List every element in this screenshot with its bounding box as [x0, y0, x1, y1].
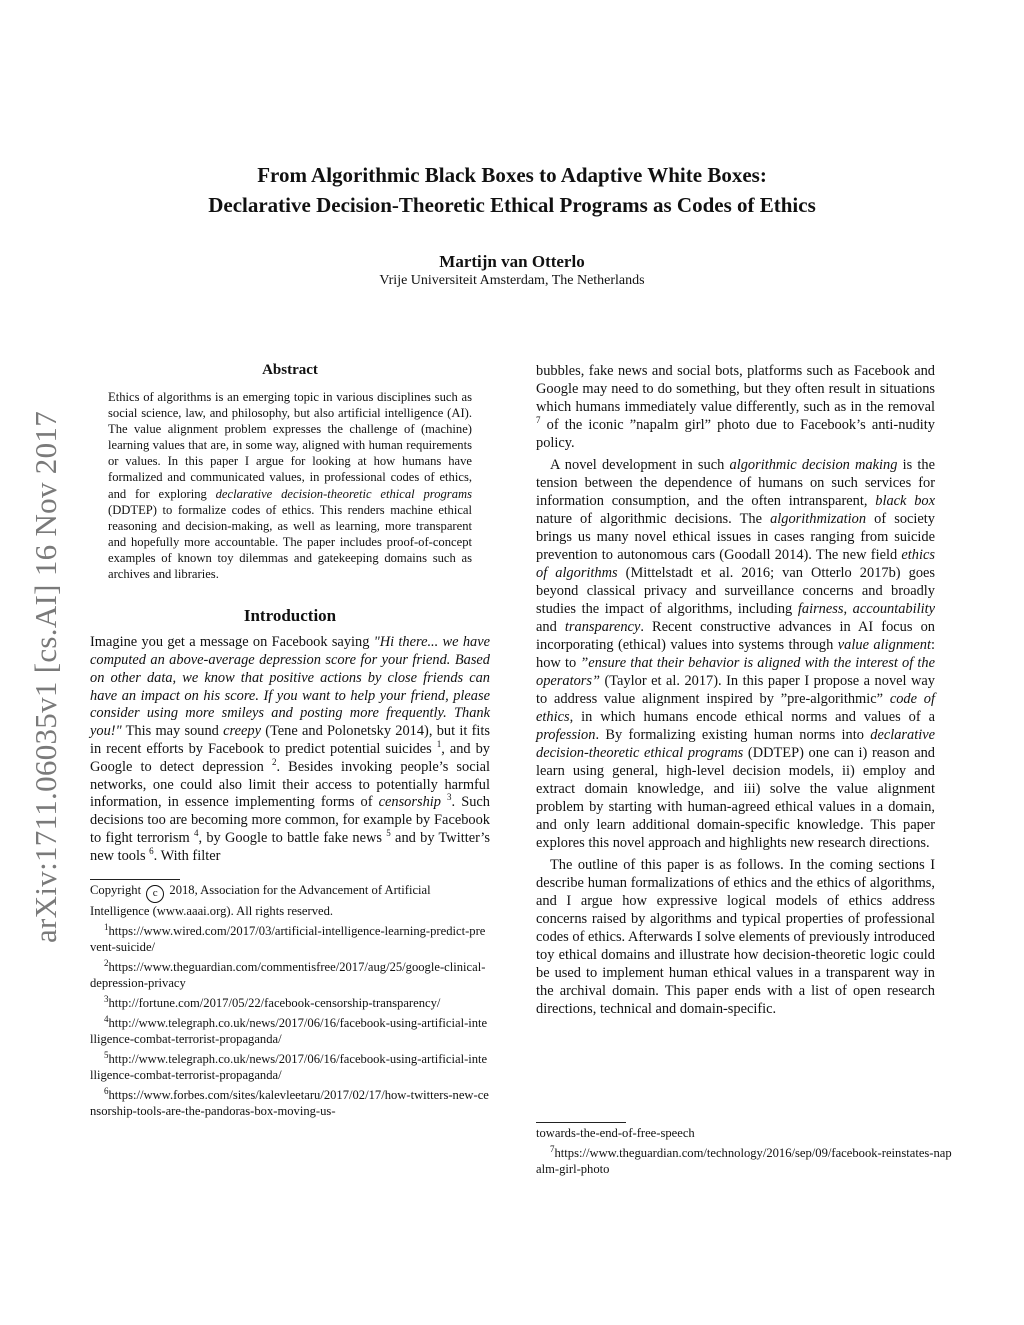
footnote-link[interactable]: http://www.telegraph.co.uk/news/2017/06/16/facebook-using-artificial-intelligence-combat-terrorist-propaganda/	[90, 1016, 488, 1047]
body-emphasis: profession	[536, 727, 596, 743]
body-paragraph: The outline of this paper is as follows. In the coming sections I describe human formalizations of ethics and the ethics of algorithms, and I argue how expressive logical models of ethics address concerns raised by algorithms and typical properties of professional codes of ethics. Afterwards I solve elements of previously introduced toy ethical domains and illustrate how decision-theoretic logic could be used to implement human ethical values in a transparent way in the archival domain. This paper ends with a list of open research directions, technical and domain-specific.	[536, 857, 935, 1017]
body-text: . Recent constructive advances in AI focus on incorporating (ethical) values into systems through	[536, 619, 935, 653]
body-paragraph	[536, 362, 935, 452]
body-text: and	[536, 619, 565, 635]
copyright-pre: Copyright	[90, 883, 142, 898]
body-emphasis: accountability	[852, 601, 935, 617]
body-emphasis: code of ethics	[536, 691, 935, 725]
footnote-marker[interactable]: 2	[271, 756, 277, 767]
footnote-number: 2	[104, 958, 109, 969]
footnote-item	[536, 1145, 956, 1177]
abstract-part-1: Ethics of algorithms is an emerging topic in various disciplines such as social science, law, and philosophy, but also artificial intelligence (AI). The value alignment problem expresses the challenge of (machine) learning values that are, in some way, aligned with human requirements or values. In this paper I argue for looking at how humans have formalized and communicated values, in professional codes of ethics, and for exploring	[108, 390, 472, 501]
footnote-number: 1	[104, 922, 109, 933]
intro-text: . With filter	[153, 847, 221, 864]
footnote-item	[90, 1015, 490, 1047]
footnote-item	[90, 1087, 490, 1119]
title-line-1: From Algorithmic Black Boxes to Adaptive White Boxes:	[257, 163, 767, 187]
abstract-part-2: (DDTEP) to formalize codes of ethics. This renders machine ethical reasoning and decision-making, as well as learning, more transparent and hopefully more accountable. The paper includes proof-of-concept examples of known toy dilemmas and gatekeeping domains such as archives and libraries.	[108, 502, 472, 582]
body-text: is the tension between the dependence of humans on such services for information consumption, and the often intransparent,	[536, 457, 935, 509]
author-affiliation: Vrije Universiteit Amsterdam, The Netherlands	[379, 273, 645, 288]
footnote-number: 6	[104, 1086, 109, 1097]
body-paragraph	[536, 456, 935, 852]
footnotes-list	[90, 923, 490, 1119]
body-text: (Taylor et al. 2017). In this paper I propose a novel way to address value alignment inspired by ”pre-algorithmic”	[536, 673, 935, 707]
body-text: ,	[843, 601, 853, 617]
arxiv-identifier: arXiv:1711.06035v1 [cs.AI] 16 Nov 2017	[28, 410, 63, 943]
intro-text: (Tene and Polonetsky 2014), but it fits in recent efforts by Facebook to predict potential suicides	[90, 723, 490, 757]
body-emphasis: algorithmic decision making	[729, 457, 898, 473]
intro-emphasis: censorship	[378, 794, 441, 811]
body-emphasis: declarative decision-theoretic ethical programs	[536, 727, 935, 761]
right-column	[536, 362, 935, 1018]
body-emphasis: fairness	[797, 601, 844, 617]
footnote-number: 5	[104, 1050, 109, 1061]
body-emphasis: ”ensure that their behavior is aligned with the interest of the operators”	[536, 655, 935, 689]
intro-quote: "Hi there... we have computed an above-average depression score for your friend. Based on other data, we know that positive actions by close friends can have an impact on his score. If you want to help your friend, please consider using more smileys and posting more frequently. Thank you!"	[90, 634, 490, 740]
body-text: A novel development in such	[550, 457, 730, 473]
footnote-item	[90, 923, 490, 955]
body-text: (Mittelstadt et al. 2016; van Otterlo 2017b) goes beyond classical privacy and surveillance concerns and broadly studies the impact of algorithms, including	[536, 565, 935, 617]
footnote-link[interactable]: https://www.wired.com/2017/03/artificial-intelligence-learning-predict-prevent-suicide/	[90, 924, 486, 955]
body-text: , in which humans encode ethical norms and values of a	[569, 709, 935, 725]
footnote-link[interactable]: http://www.telegraph.co.uk/news/2017/06/16/facebook-using-artificial-intelligence-combat-terrorist-propaganda/	[90, 1052, 488, 1083]
footnote-marker[interactable]: 5	[386, 828, 391, 839]
footnote-marker[interactable]: 4	[193, 828, 199, 839]
body-text: nature of algorithmic decisions. The	[536, 511, 771, 527]
left-column	[90, 362, 490, 1119]
body-emphasis: black box	[875, 493, 935, 509]
intro-emphasis: creepy	[223, 723, 261, 740]
footnote-item	[90, 959, 490, 991]
footnote-marker[interactable]: 6	[149, 845, 154, 856]
copyright-icon: c	[146, 885, 164, 903]
footnote-link[interactable]: https://www.forbes.com/sites/kalevleetaru/2017/02/17/how-twitters-new-censorship-tools-are-the-pandoras-box-moving-us-	[90, 1088, 489, 1119]
body-emphasis: algorithmization	[770, 511, 867, 527]
body-text: of the iconic ”napalm girl” photo due to Facebook’s anti-nudity policy.	[536, 417, 935, 451]
body-text: (DDTEP) one can i) reason and learn using general, high-level decision models, ii) employ and extract domain knowledge, and iii) solve the value alignment problem by starting with human-agreed ethical values in a domain, and only learn additional domain-specific knowledge. This paper explores this novel approach and highlights new research directions.	[536, 745, 935, 851]
footnote-item	[90, 995, 490, 1011]
author-name: Martijn van Otterlo	[439, 252, 585, 271]
intro-text: Imagine you get a message on Facebook saying	[90, 634, 374, 651]
abstract-emphasis: declarative decision-theoretic ethical programs	[215, 486, 472, 501]
body-emphasis: transparency	[564, 619, 641, 635]
footnote-link[interactable]: http://fortune.com/2017/05/22/facebook-censorship-transparency/	[108, 996, 441, 1011]
copyright-notice	[90, 882, 490, 919]
footnote-divider	[90, 879, 180, 880]
intro-paragraph	[90, 634, 490, 865]
copyright-text: 2018, Association for the Advancement of Artificial Intelligence (www.aaai.org). All rights reserved.	[90, 883, 431, 919]
body-text: : how to	[536, 637, 935, 671]
footnote-number: 7	[550, 1143, 555, 1154]
intro-text: This may sound	[121, 723, 224, 740]
intro-text: . Such decisions too are becoming more common, for example by Facebook to fight terrorism	[90, 794, 490, 846]
body-text: . By formalizing existing human norms into	[595, 727, 871, 743]
footnote-link[interactable]: https://www.theguardian.com/commentisfree/2017/aug/25/google-clinical-depression-privacy	[90, 960, 486, 991]
footnote-number: 4	[104, 1014, 109, 1025]
body-emphasis: ethics of algorithms	[536, 547, 935, 581]
intro-text: , and by Google to detect depression	[90, 740, 490, 775]
footnote-divider	[536, 1122, 626, 1123]
footnote-continuation[interactable]: towards-the-end-of-free-speech	[536, 1126, 695, 1140]
paper-title	[0, 160, 1024, 220]
footnote-link[interactable]: https://www.theguardian.com/technology/2016/sep/09/facebook-reinstates-napalm-girl-photo	[536, 1146, 952, 1176]
abstract-heading: Abstract	[262, 362, 318, 378]
right-footnotes	[536, 1122, 956, 1177]
footnote-number: 3	[104, 994, 109, 1005]
footnote-marker[interactable]: 7	[536, 415, 541, 426]
footnote-marker[interactable]: 1	[436, 739, 442, 750]
intro-text: and by Twitter’s new tools	[90, 829, 491, 864]
body-text: of society brings us many novel ethical issues in cases ranging from suicide prevention to autonomous cars (Goodall 2014). The new field	[536, 511, 935, 563]
footnote-item	[90, 1051, 490, 1083]
intro-text: . Besides invoking people’s social networks, one could also limit their access to potentially harmful information, in essence implementing forms of	[90, 758, 490, 811]
introduction-heading: Introduction	[243, 606, 337, 626]
body-emphasis: value alignment	[837, 637, 931, 653]
abstract-text	[108, 389, 472, 582]
body-text: bubbles, fake news and social bots, platforms such as Facebook and Google may need to do something, but they often result in situations which humans immediately value differently, such as in the removal	[536, 363, 935, 415]
footnote-marker[interactable]: 3	[447, 792, 452, 803]
title-line-2: Declarative Decision-Theoretic Ethical Programs as Codes of Ethics	[208, 193, 816, 217]
intro-text: , by Google to battle fake news	[198, 829, 387, 846]
